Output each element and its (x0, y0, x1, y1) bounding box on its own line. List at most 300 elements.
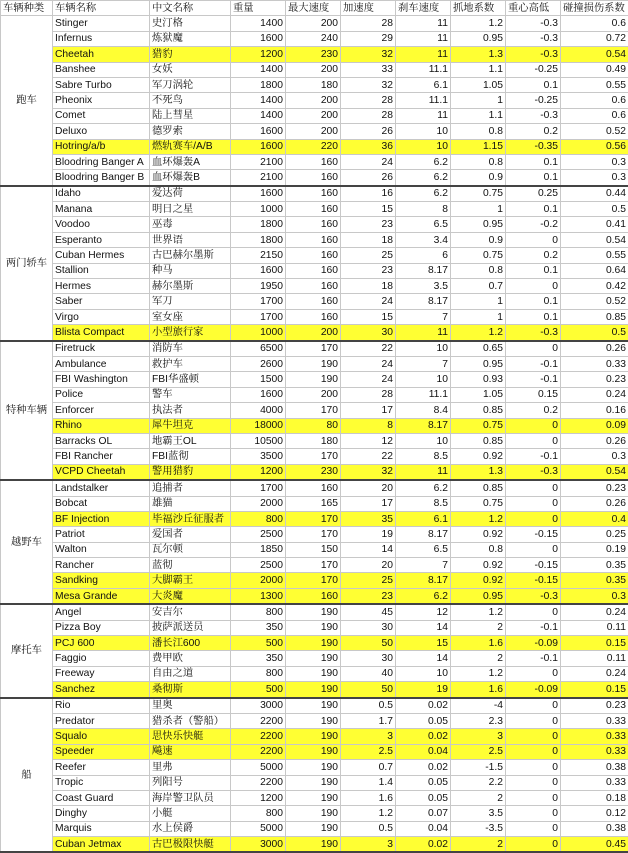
grip-cell[interactable]: 0.7 (451, 279, 506, 294)
center-of-gravity-cell[interactable]: 0 (506, 790, 561, 805)
brake-speed-cell[interactable]: 6.1 (396, 77, 451, 92)
chinese-name-cell[interactable]: 海岸警卫队员 (150, 790, 231, 805)
vehicle-name-cell[interactable]: Pizza Boy (53, 620, 150, 635)
center-of-gravity-cell[interactable]: 0 (506, 713, 561, 728)
chinese-name-cell[interactable]: 里奥 (150, 698, 231, 714)
chinese-name-cell[interactable]: 炼狱魔 (150, 31, 231, 46)
acceleration-cell[interactable]: 1.6 (341, 790, 396, 805)
damage-factor-cell[interactable]: 0.72 (561, 31, 628, 46)
vehicle-name-cell[interactable]: Hermes (53, 279, 150, 294)
max-speed-cell[interactable]: 200 (286, 108, 341, 123)
max-speed-cell[interactable]: 80 (286, 418, 341, 433)
weight-cell[interactable]: 2200 (231, 713, 286, 728)
grip-cell[interactable]: 0.8 (451, 542, 506, 557)
weight-cell[interactable]: 2150 (231, 248, 286, 263)
grip-cell[interactable]: 0.8 (451, 124, 506, 139)
weight-cell[interactable]: 1600 (231, 139, 286, 154)
damage-factor-cell[interactable]: 0.3 (561, 170, 628, 186)
center-of-gravity-cell[interactable]: -0.1 (506, 372, 561, 387)
brake-speed-cell[interactable]: 11.1 (396, 387, 451, 402)
weight-cell[interactable]: 350 (231, 651, 286, 666)
grip-cell[interactable]: 0.9 (451, 170, 506, 186)
vehicle-name-cell[interactable]: Coast Guard (53, 790, 150, 805)
weight-cell[interactable]: 2100 (231, 170, 286, 186)
grip-cell[interactable]: 2 (451, 620, 506, 635)
grip-cell[interactable]: 0.65 (451, 341, 506, 357)
damage-factor-cell[interactable]: 0.52 (561, 124, 628, 139)
chinese-name-cell[interactable]: 赫尔墨斯 (150, 279, 231, 294)
center-of-gravity-cell[interactable]: -0.3 (506, 588, 561, 604)
damage-factor-cell[interactable]: 0.54 (561, 232, 628, 247)
grip-cell[interactable]: 0.92 (451, 449, 506, 464)
acceleration-cell[interactable]: 50 (341, 636, 396, 651)
max-speed-cell[interactable]: 160 (286, 279, 341, 294)
grip-cell[interactable]: 0.92 (451, 558, 506, 573)
acceleration-cell[interactable]: 29 (341, 31, 396, 46)
chinese-name-cell[interactable]: 潘长江600 (150, 636, 231, 651)
chinese-name-cell[interactable]: 自由之道 (150, 666, 231, 681)
acceleration-cell[interactable]: 32 (341, 77, 396, 92)
center-of-gravity-cell[interactable]: -0.3 (506, 464, 561, 480)
weight-cell[interactable]: 1400 (231, 62, 286, 77)
max-speed-cell[interactable]: 230 (286, 47, 341, 62)
max-speed-cell[interactable]: 160 (286, 480, 341, 496)
brake-speed-cell[interactable]: 7 (396, 309, 451, 324)
grip-cell[interactable]: 0.92 (451, 573, 506, 588)
max-speed-cell[interactable]: 170 (286, 573, 341, 588)
vehicle-name-cell[interactable]: Bloodring Banger A (53, 154, 150, 169)
header-category[interactable]: 车辆种类 (1, 1, 53, 16)
max-speed-cell[interactable]: 190 (286, 651, 341, 666)
acceleration-cell[interactable]: 19 (341, 527, 396, 542)
brake-speed-cell[interactable]: 0.02 (396, 837, 451, 853)
chinese-name-cell[interactable]: 女妖 (150, 62, 231, 77)
brake-speed-cell[interactable]: 6.2 (396, 588, 451, 604)
center-of-gravity-cell[interactable]: 0.1 (506, 202, 561, 217)
acceleration-cell[interactable]: 17 (341, 496, 396, 511)
damage-factor-cell[interactable]: 0.49 (561, 62, 628, 77)
center-of-gravity-cell[interactable]: 0.1 (506, 170, 561, 186)
max-speed-cell[interactable]: 160 (286, 263, 341, 278)
center-of-gravity-cell[interactable]: 0 (506, 480, 561, 496)
center-of-gravity-cell[interactable]: -0.25 (506, 62, 561, 77)
brake-speed-cell[interactable]: 12 (396, 604, 451, 620)
acceleration-cell[interactable]: 22 (341, 341, 396, 357)
damage-factor-cell[interactable]: 0.15 (561, 682, 628, 698)
max-speed-cell[interactable]: 190 (286, 744, 341, 759)
max-speed-cell[interactable]: 170 (286, 403, 341, 418)
center-of-gravity-cell[interactable]: -0.15 (506, 527, 561, 542)
chinese-name-cell[interactable]: 燃轨赛车/A/B (150, 139, 231, 154)
grip-cell[interactable]: 0.93 (451, 372, 506, 387)
brake-speed-cell[interactable]: 19 (396, 682, 451, 698)
weight-cell[interactable]: 1950 (231, 279, 286, 294)
acceleration-cell[interactable]: 45 (341, 604, 396, 620)
acceleration-cell[interactable]: 14 (341, 542, 396, 557)
acceleration-cell[interactable]: 23 (341, 217, 396, 232)
chinese-name-cell[interactable]: 警用猎豹 (150, 464, 231, 480)
chinese-name-cell[interactable]: 血环爆轰B (150, 170, 231, 186)
max-speed-cell[interactable]: 190 (286, 790, 341, 805)
vehicle-name-cell[interactable]: Rancher (53, 558, 150, 573)
brake-speed-cell[interactable]: 8.5 (396, 449, 451, 464)
damage-factor-cell[interactable]: 0.6 (561, 93, 628, 108)
max-speed-cell[interactable]: 190 (286, 666, 341, 681)
center-of-gravity-cell[interactable]: -0.3 (506, 47, 561, 62)
damage-factor-cell[interactable]: 0.64 (561, 263, 628, 278)
chinese-name-cell[interactable]: 瓦尔顿 (150, 542, 231, 557)
center-of-gravity-cell[interactable]: 0 (506, 232, 561, 247)
acceleration-cell[interactable]: 35 (341, 511, 396, 526)
acceleration-cell[interactable]: 1.4 (341, 775, 396, 790)
acceleration-cell[interactable]: 24 (341, 356, 396, 371)
vehicle-name-cell[interactable]: Pheonix (53, 93, 150, 108)
vehicle-name-cell[interactable]: VCPD Cheetah (53, 464, 150, 480)
category-cell[interactable]: 跑车 (1, 16, 53, 186)
acceleration-cell[interactable]: 3 (341, 729, 396, 744)
vehicle-name-cell[interactable]: Walton (53, 542, 150, 557)
center-of-gravity-cell[interactable]: 0.1 (506, 294, 561, 309)
vehicle-name-cell[interactable]: Blista Compact (53, 325, 150, 341)
vehicle-name-cell[interactable]: Voodoo (53, 217, 150, 232)
weight-cell[interactable]: 3500 (231, 449, 286, 464)
grip-cell[interactable]: 2 (451, 651, 506, 666)
max-speed-cell[interactable]: 190 (286, 775, 341, 790)
header-damage-factor[interactable]: 碰撞损伤系数 (561, 1, 628, 16)
header-acceleration[interactable]: 加速度 (341, 1, 396, 16)
damage-factor-cell[interactable]: 0.18 (561, 790, 628, 805)
brake-speed-cell[interactable]: 0.07 (396, 806, 451, 821)
chinese-name-cell[interactable]: FBI蓝彻 (150, 449, 231, 464)
weight-cell[interactable]: 500 (231, 636, 286, 651)
max-speed-cell[interactable]: 190 (286, 729, 341, 744)
grip-cell[interactable]: 1 (451, 309, 506, 324)
damage-factor-cell[interactable]: 0.33 (561, 729, 628, 744)
grip-cell[interactable]: 0.75 (451, 496, 506, 511)
acceleration-cell[interactable]: 30 (341, 651, 396, 666)
acceleration-cell[interactable]: 12 (341, 433, 396, 448)
brake-speed-cell[interactable]: 7 (396, 356, 451, 371)
max-speed-cell[interactable]: 190 (286, 713, 341, 728)
max-speed-cell[interactable]: 160 (286, 170, 341, 186)
max-speed-cell[interactable]: 190 (286, 760, 341, 775)
brake-speed-cell[interactable]: 8 (396, 202, 451, 217)
brake-speed-cell[interactable]: 11.1 (396, 62, 451, 77)
grip-cell[interactable]: -1.5 (451, 760, 506, 775)
max-speed-cell[interactable]: 160 (286, 186, 341, 202)
brake-speed-cell[interactable]: 14 (396, 651, 451, 666)
grip-cell[interactable]: 1.3 (451, 47, 506, 62)
vehicle-name-cell[interactable]: Cheetah (53, 47, 150, 62)
acceleration-cell[interactable]: 30 (341, 620, 396, 635)
max-speed-cell[interactable]: 230 (286, 464, 341, 480)
max-speed-cell[interactable]: 190 (286, 837, 341, 853)
brake-speed-cell[interactable]: 6.2 (396, 480, 451, 496)
weight-cell[interactable]: 800 (231, 806, 286, 821)
max-speed-cell[interactable]: 170 (286, 558, 341, 573)
center-of-gravity-cell[interactable]: 0.2 (506, 248, 561, 263)
center-of-gravity-cell[interactable]: 0 (506, 729, 561, 744)
damage-factor-cell[interactable]: 0.41 (561, 217, 628, 232)
vehicle-name-cell[interactable]: Rio (53, 698, 150, 714)
weight-cell[interactable]: 2500 (231, 527, 286, 542)
brake-speed-cell[interactable]: 6.1 (396, 511, 451, 526)
weight-cell[interactable]: 18000 (231, 418, 286, 433)
grip-cell[interactable]: 1.6 (451, 682, 506, 698)
category-cell[interactable]: 越野车 (1, 480, 53, 604)
vehicle-name-cell[interactable]: Tropic (53, 775, 150, 790)
acceleration-cell[interactable]: 18 (341, 232, 396, 247)
chinese-name-cell[interactable]: 室女座 (150, 309, 231, 324)
damage-factor-cell[interactable]: 0.35 (561, 573, 628, 588)
grip-cell[interactable]: 0.95 (451, 217, 506, 232)
chinese-name-cell[interactable]: 大炎魔 (150, 588, 231, 604)
acceleration-cell[interactable]: 28 (341, 108, 396, 123)
chinese-name-cell[interactable]: 执法者 (150, 403, 231, 418)
damage-factor-cell[interactable]: 0.3 (561, 449, 628, 464)
damage-factor-cell[interactable]: 0.3 (561, 588, 628, 604)
grip-cell[interactable]: 0.85 (451, 403, 506, 418)
acceleration-cell[interactable]: 36 (341, 139, 396, 154)
vehicle-name-cell[interactable]: BF Injection (53, 511, 150, 526)
damage-factor-cell[interactable]: 0.33 (561, 356, 628, 371)
header-center-of-gravity[interactable]: 重心高低 (506, 1, 561, 16)
weight-cell[interactable]: 2100 (231, 154, 286, 169)
acceleration-cell[interactable]: 50 (341, 682, 396, 698)
damage-factor-cell[interactable]: 0.24 (561, 604, 628, 620)
brake-speed-cell[interactable]: 6 (396, 248, 451, 263)
damage-factor-cell[interactable]: 0.56 (561, 139, 628, 154)
damage-factor-cell[interactable]: 0.24 (561, 666, 628, 681)
brake-speed-cell[interactable]: 11 (396, 464, 451, 480)
max-speed-cell[interactable]: 190 (286, 372, 341, 387)
grip-cell[interactable]: 1.1 (451, 62, 506, 77)
grip-cell[interactable]: 0.9 (451, 232, 506, 247)
center-of-gravity-cell[interactable]: 0 (506, 433, 561, 448)
acceleration-cell[interactable]: 25 (341, 573, 396, 588)
vehicle-name-cell[interactable]: Sanchez (53, 682, 150, 698)
weight-cell[interactable]: 1700 (231, 294, 286, 309)
brake-speed-cell[interactable]: 10 (396, 124, 451, 139)
chinese-name-cell[interactable]: 费甲欧 (150, 651, 231, 666)
center-of-gravity-cell[interactable]: -0.15 (506, 573, 561, 588)
brake-speed-cell[interactable]: 10 (396, 139, 451, 154)
vehicle-name-cell[interactable]: Comet (53, 108, 150, 123)
weight-cell[interactable]: 1400 (231, 108, 286, 123)
center-of-gravity-cell[interactable]: 0 (506, 806, 561, 821)
max-speed-cell[interactable]: 200 (286, 93, 341, 108)
brake-speed-cell[interactable]: 6.2 (396, 170, 451, 186)
weight-cell[interactable]: 1400 (231, 16, 286, 31)
brake-speed-cell[interactable]: 8.17 (396, 418, 451, 433)
acceleration-cell[interactable]: 1.7 (341, 713, 396, 728)
vehicle-name-cell[interactable]: FBI Washington (53, 372, 150, 387)
brake-speed-cell[interactable]: 10 (396, 666, 451, 681)
damage-factor-cell[interactable]: 0.11 (561, 651, 628, 666)
grip-cell[interactable]: 1.2 (451, 666, 506, 681)
vehicle-name-cell[interactable]: Cuban Jetmax (53, 837, 150, 853)
vehicle-name-cell[interactable]: Manana (53, 202, 150, 217)
weight-cell[interactable]: 2000 (231, 496, 286, 511)
brake-speed-cell[interactable]: 10 (396, 372, 451, 387)
vehicle-name-cell[interactable]: Sandking (53, 573, 150, 588)
chinese-name-cell[interactable]: 陆上彗星 (150, 108, 231, 123)
grip-cell[interactable]: 1.2 (451, 325, 506, 341)
grip-cell[interactable]: 1 (451, 202, 506, 217)
brake-speed-cell[interactable]: 3.4 (396, 232, 451, 247)
center-of-gravity-cell[interactable]: -0.1 (506, 651, 561, 666)
weight-cell[interactable]: 1200 (231, 464, 286, 480)
vehicle-name-cell[interactable]: Predator (53, 713, 150, 728)
max-speed-cell[interactable]: 190 (286, 620, 341, 635)
grip-cell[interactable]: 1.15 (451, 139, 506, 154)
max-speed-cell[interactable]: 190 (286, 806, 341, 821)
acceleration-cell[interactable]: 22 (341, 449, 396, 464)
brake-speed-cell[interactable]: 6.2 (396, 154, 451, 169)
acceleration-cell[interactable]: 25 (341, 248, 396, 263)
category-cell[interactable]: 特种车辆 (1, 341, 53, 481)
acceleration-cell[interactable]: 32 (341, 47, 396, 62)
vehicle-name-cell[interactable]: Angel (53, 604, 150, 620)
weight-cell[interactable]: 3000 (231, 837, 286, 853)
header-vehicle-name[interactable]: 车辆名称 (53, 1, 150, 16)
vehicle-name-cell[interactable]: Deluxo (53, 124, 150, 139)
acceleration-cell[interactable]: 23 (341, 588, 396, 604)
weight-cell[interactable]: 2000 (231, 573, 286, 588)
max-speed-cell[interactable]: 190 (286, 698, 341, 714)
brake-speed-cell[interactable]: 11.1 (396, 93, 451, 108)
grip-cell[interactable]: 1.6 (451, 636, 506, 651)
brake-speed-cell[interactable]: 0.04 (396, 821, 451, 836)
damage-factor-cell[interactable]: 0.54 (561, 464, 628, 480)
center-of-gravity-cell[interactable]: 0 (506, 341, 561, 357)
grip-cell[interactable]: 1.2 (451, 511, 506, 526)
max-speed-cell[interactable]: 190 (286, 682, 341, 698)
brake-speed-cell[interactable]: 11 (396, 47, 451, 62)
acceleration-cell[interactable]: 28 (341, 387, 396, 402)
max-speed-cell[interactable]: 200 (286, 62, 341, 77)
acceleration-cell[interactable]: 20 (341, 558, 396, 573)
max-speed-cell[interactable]: 180 (286, 433, 341, 448)
damage-factor-cell[interactable]: 0.11 (561, 620, 628, 635)
chinese-name-cell[interactable]: 军刀涡轮 (150, 77, 231, 92)
brake-speed-cell[interactable]: 8.17 (396, 527, 451, 542)
chinese-name-cell[interactable]: 飚速 (150, 744, 231, 759)
vehicle-name-cell[interactable]: Reefer (53, 760, 150, 775)
vehicle-name-cell[interactable]: Ambulance (53, 356, 150, 371)
damage-factor-cell[interactable]: 0.26 (561, 341, 628, 357)
vehicle-name-cell[interactable]: Bobcat (53, 496, 150, 511)
center-of-gravity-cell[interactable]: -0.3 (506, 325, 561, 341)
weight-cell[interactable]: 3000 (231, 698, 286, 714)
max-speed-cell[interactable]: 200 (286, 387, 341, 402)
chinese-name-cell[interactable]: 地霸王OL (150, 433, 231, 448)
max-speed-cell[interactable]: 160 (286, 294, 341, 309)
max-speed-cell[interactable]: 200 (286, 16, 341, 31)
center-of-gravity-cell[interactable]: -0.15 (506, 558, 561, 573)
weight-cell[interactable]: 1800 (231, 232, 286, 247)
damage-factor-cell[interactable]: 0.38 (561, 760, 628, 775)
weight-cell[interactable]: 1800 (231, 77, 286, 92)
grip-cell[interactable]: -3.5 (451, 821, 506, 836)
max-speed-cell[interactable]: 170 (286, 341, 341, 357)
chinese-name-cell[interactable]: 消防车 (150, 341, 231, 357)
chinese-name-cell[interactable]: 列阳号 (150, 775, 231, 790)
vehicle-name-cell[interactable]: Patriot (53, 527, 150, 542)
center-of-gravity-cell[interactable]: -0.09 (506, 682, 561, 698)
vehicle-name-cell[interactable]: Speeder (53, 744, 150, 759)
chinese-name-cell[interactable]: 史汀格 (150, 16, 231, 31)
acceleration-cell[interactable]: 1.2 (341, 806, 396, 821)
chinese-name-cell[interactable]: 桑彻斯 (150, 682, 231, 698)
weight-cell[interactable]: 1400 (231, 93, 286, 108)
weight-cell[interactable]: 2200 (231, 775, 286, 790)
max-speed-cell[interactable]: 165 (286, 496, 341, 511)
brake-speed-cell[interactable]: 11 (396, 108, 451, 123)
max-speed-cell[interactable]: 190 (286, 821, 341, 836)
damage-factor-cell[interactable]: 0.12 (561, 806, 628, 821)
damage-factor-cell[interactable]: 0.23 (561, 698, 628, 714)
chinese-name-cell[interactable]: 巫毒 (150, 217, 231, 232)
vehicle-name-cell[interactable]: Virgo (53, 309, 150, 324)
center-of-gravity-cell[interactable]: 0.1 (506, 309, 561, 324)
chinese-name-cell[interactable]: 披萨派送员 (150, 620, 231, 635)
grip-cell[interactable]: 2.5 (451, 744, 506, 759)
header-chinese-name[interactable]: 中文名称 (150, 1, 231, 16)
damage-factor-cell[interactable]: 0.38 (561, 821, 628, 836)
category-cell[interactable]: 摩托车 (1, 604, 53, 697)
grip-cell[interactable]: 1.1 (451, 108, 506, 123)
damage-factor-cell[interactable]: 0.23 (561, 372, 628, 387)
max-speed-cell[interactable]: 220 (286, 139, 341, 154)
chinese-name-cell[interactable]: 救护车 (150, 356, 231, 371)
acceleration-cell[interactable]: 16 (341, 186, 396, 202)
acceleration-cell[interactable]: 24 (341, 372, 396, 387)
center-of-gravity-cell[interactable]: -0.1 (506, 356, 561, 371)
header-brake-speed[interactable]: 刹车速度 (396, 1, 451, 16)
center-of-gravity-cell[interactable]: 0.2 (506, 124, 561, 139)
grip-cell[interactable]: 2.3 (451, 713, 506, 728)
brake-speed-cell[interactable]: 11 (396, 325, 451, 341)
brake-speed-cell[interactable]: 8.17 (396, 294, 451, 309)
chinese-name-cell[interactable]: 爱达荷 (150, 186, 231, 202)
chinese-name-cell[interactable]: FBI华盛顿 (150, 372, 231, 387)
center-of-gravity-cell[interactable]: 0 (506, 775, 561, 790)
damage-factor-cell[interactable]: 0.33 (561, 744, 628, 759)
vehicle-name-cell[interactable]: Dinghy (53, 806, 150, 821)
brake-speed-cell[interactable]: 15 (396, 636, 451, 651)
brake-speed-cell[interactable]: 0.05 (396, 790, 451, 805)
chinese-name-cell[interactable]: 追捕者 (150, 480, 231, 496)
chinese-name-cell[interactable]: 种马 (150, 263, 231, 278)
grip-cell[interactable]: 2 (451, 837, 506, 853)
center-of-gravity-cell[interactable]: 0 (506, 698, 561, 714)
max-speed-cell[interactable]: 190 (286, 356, 341, 371)
max-speed-cell[interactable]: 160 (286, 202, 341, 217)
vehicle-name-cell[interactable]: Marquis (53, 821, 150, 836)
damage-factor-cell[interactable]: 0.44 (561, 186, 628, 202)
vehicle-name-cell[interactable]: Stallion (53, 263, 150, 278)
weight-cell[interactable]: 4000 (231, 403, 286, 418)
weight-cell[interactable]: 800 (231, 604, 286, 620)
acceleration-cell[interactable]: 8 (341, 418, 396, 433)
center-of-gravity-cell[interactable]: 0.1 (506, 77, 561, 92)
damage-factor-cell[interactable]: 0.09 (561, 418, 628, 433)
weight-cell[interactable]: 1000 (231, 325, 286, 341)
chinese-name-cell[interactable]: 犀牛坦克 (150, 418, 231, 433)
chinese-name-cell[interactable]: 猎豹 (150, 47, 231, 62)
center-of-gravity-cell[interactable]: 0.1 (506, 154, 561, 169)
